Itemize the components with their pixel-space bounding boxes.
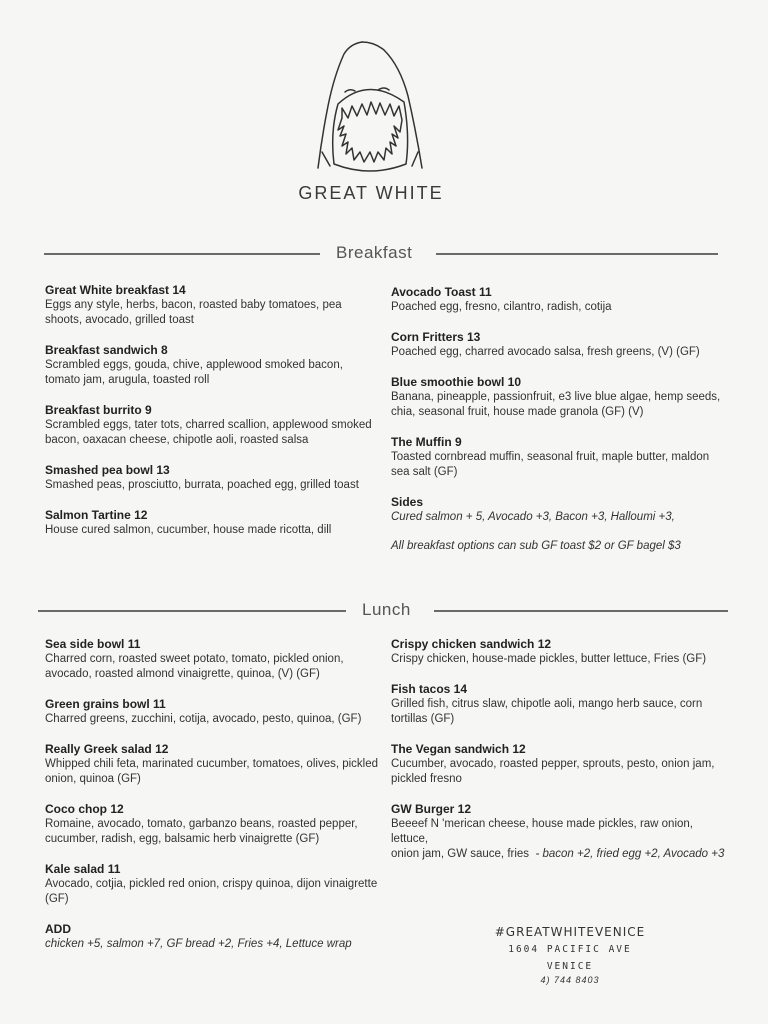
item-name: Really Greek salad 12 — [45, 742, 169, 756]
item-name: GW Burger 12 — [391, 802, 472, 816]
shark-logo — [300, 36, 440, 186]
menu-item — [391, 285, 721, 315]
item-desc: Cured salmon + 5, Avocado +3, Bacon +3, Halloumi +3, — [391, 511, 675, 523]
item-name: Salmon Tartine 12 — [45, 508, 148, 522]
breakfast-note: All breakfast options can sub GF toast $2 or GF bagel $3 — [391, 540, 681, 552]
divider — [436, 253, 718, 255]
item-name: ADD — [45, 922, 71, 936]
burger-desc: onion jam, GW sauce, fries — [391, 848, 530, 860]
menu-item — [45, 637, 380, 682]
sides-item — [391, 495, 721, 525]
menu-item — [391, 742, 726, 787]
item-desc: Crispy chicken, house-made pickles, butter lettuce, Fries (GF) — [391, 653, 707, 665]
divider — [44, 253, 320, 255]
item-desc: Romaine, avocado, tomato, garbanzo beans, roasted pepper, cucumber, radish, egg, balsamic herb vinaigrette (GF) — [45, 818, 358, 845]
item-name: Corn Fritters 13 — [391, 330, 481, 344]
divider — [38, 610, 346, 612]
item-name: Coco chop 12 — [45, 802, 124, 816]
item-desc: Banana, pineapple, passionfruit, e3 live blue algae, hemp seeds, chia, seasonal fruit, house made granola (GF) (V) — [391, 391, 721, 418]
menu-item — [45, 697, 380, 727]
menu-item — [45, 343, 375, 388]
item-name: The Vegan sandwich 12 — [391, 742, 526, 756]
menu-item — [391, 682, 726, 727]
menu-item — [45, 862, 380, 907]
item-name: Sea side bowl 11 — [45, 637, 141, 651]
footer — [490, 925, 650, 985]
divider — [434, 610, 728, 612]
breakfast-left-column — [45, 283, 375, 553]
item-desc-extras-line — [391, 847, 726, 862]
item-desc: House cured salmon, cucumber, house made ricotta, dill — [45, 524, 332, 536]
breakfast-header — [44, 243, 718, 265]
lunch-right-column — [391, 637, 726, 877]
item-desc: Poached egg, charred avocado salsa, fresh greens, (V) (GF) — [391, 346, 700, 358]
menu-item — [45, 283, 375, 328]
item-name: Kale salad 11 — [45, 862, 121, 876]
lunch-header — [38, 600, 728, 622]
menu-item — [45, 403, 375, 448]
menu-item — [45, 742, 380, 787]
item-name: Smashed pea bowl 13 — [45, 463, 170, 477]
menu-item — [391, 375, 721, 420]
item-desc: Charred greens, zucchini, cotija, avocado, pesto, quinoa, (GF) — [45, 713, 362, 725]
menu-item — [391, 802, 726, 862]
item-name: Sides — [391, 495, 424, 509]
item-name: Avocado Toast 11 — [391, 285, 492, 299]
breakfast-right-column — [391, 285, 721, 554]
item-desc: Poached egg, fresno, cilantro, radish, cotija — [391, 301, 612, 313]
item-desc: Smashed peas, prosciutto, burrata, poached egg, grilled toast — [45, 479, 359, 491]
item-name: The Muffin 9 — [391, 435, 462, 449]
item-name: Breakfast burrito 9 — [45, 403, 152, 417]
item-desc: Toasted cornbread muffin, seasonal fruit, maple butter, maldon sea salt (GF) — [391, 451, 710, 478]
item-desc: Avocado, cotjia, pickled red onion, crispy quinoa, dijon vinaigrette (GF) — [45, 878, 378, 905]
address: 1604 PACIFIC AVE — [508, 944, 632, 955]
item-name: Crispy chicken sandwich 12 — [391, 637, 552, 651]
item-desc: Whipped chili feta, marinated cucumber, tomatoes, olives, pickled onion, quinoa (GF) — [45, 758, 379, 785]
item-desc: Charred corn, roasted sweet potato, tomato, pickled onion, avocado, roasted almond vinaigrette, quinoa, (V) (GF) — [45, 653, 344, 680]
menu-item — [391, 435, 721, 480]
breakfast-title: Breakfast — [336, 243, 413, 262]
item-name: Fish tacos 14 — [391, 682, 468, 696]
item-desc: Cucumber, avocado, roasted pepper, sprouts, pesto, onion jam, pickled fresno — [391, 758, 715, 785]
menu-item — [45, 508, 375, 538]
item-name: Green grains bowl 11 — [45, 697, 166, 711]
menu-item — [45, 802, 380, 847]
item-name: Breakfast sandwich 8 — [45, 343, 168, 357]
item-name: Blue smoothie bowl 10 — [391, 375, 522, 389]
item-desc: Grilled fish, citrus slaw, chipotle aoli, mango herb sauce, corn tortillas (GF) — [391, 698, 703, 725]
menu-item — [45, 463, 375, 493]
menu-item — [391, 637, 726, 667]
item-desc: Eggs any style, herbs, bacon, roasted baby tomatoes, pea shoots, avocado, grilled toast — [45, 299, 342, 326]
item-desc: Scrambled eggs, gouda, chive, applewood smoked bacon, tomato jam, arugula, toasted roll — [45, 359, 343, 386]
item-name: Great White breakfast 14 — [45, 283, 186, 297]
add-ons — [45, 922, 380, 952]
item-desc: Beeeef N 'merican cheese, house made pickles, raw onion, lettuce, — [391, 818, 693, 845]
phone: 4) 744 8403 — [540, 975, 600, 985]
lunch-title: Lunch — [362, 600, 411, 619]
city: VENICE — [546, 961, 594, 972]
hashtag: #GREATWHITEVENICE — [494, 925, 646, 939]
brand-name: GREAT WHITE — [298, 183, 444, 203]
lunch-left-column — [45, 637, 380, 967]
item-desc: chicken +5, salmon +7, GF bread +2, Fries +4, Lettuce wrap — [45, 938, 352, 950]
menu-item — [391, 330, 721, 360]
item-desc: Scrambled eggs, tater tots, charred scallion, applewood smoked bacon, oaxacan cheese, chipotle aoli, roasted salsa — [45, 419, 372, 446]
burger-extras: - bacon +2, fried egg +2, Avocado +3 — [535, 848, 725, 860]
